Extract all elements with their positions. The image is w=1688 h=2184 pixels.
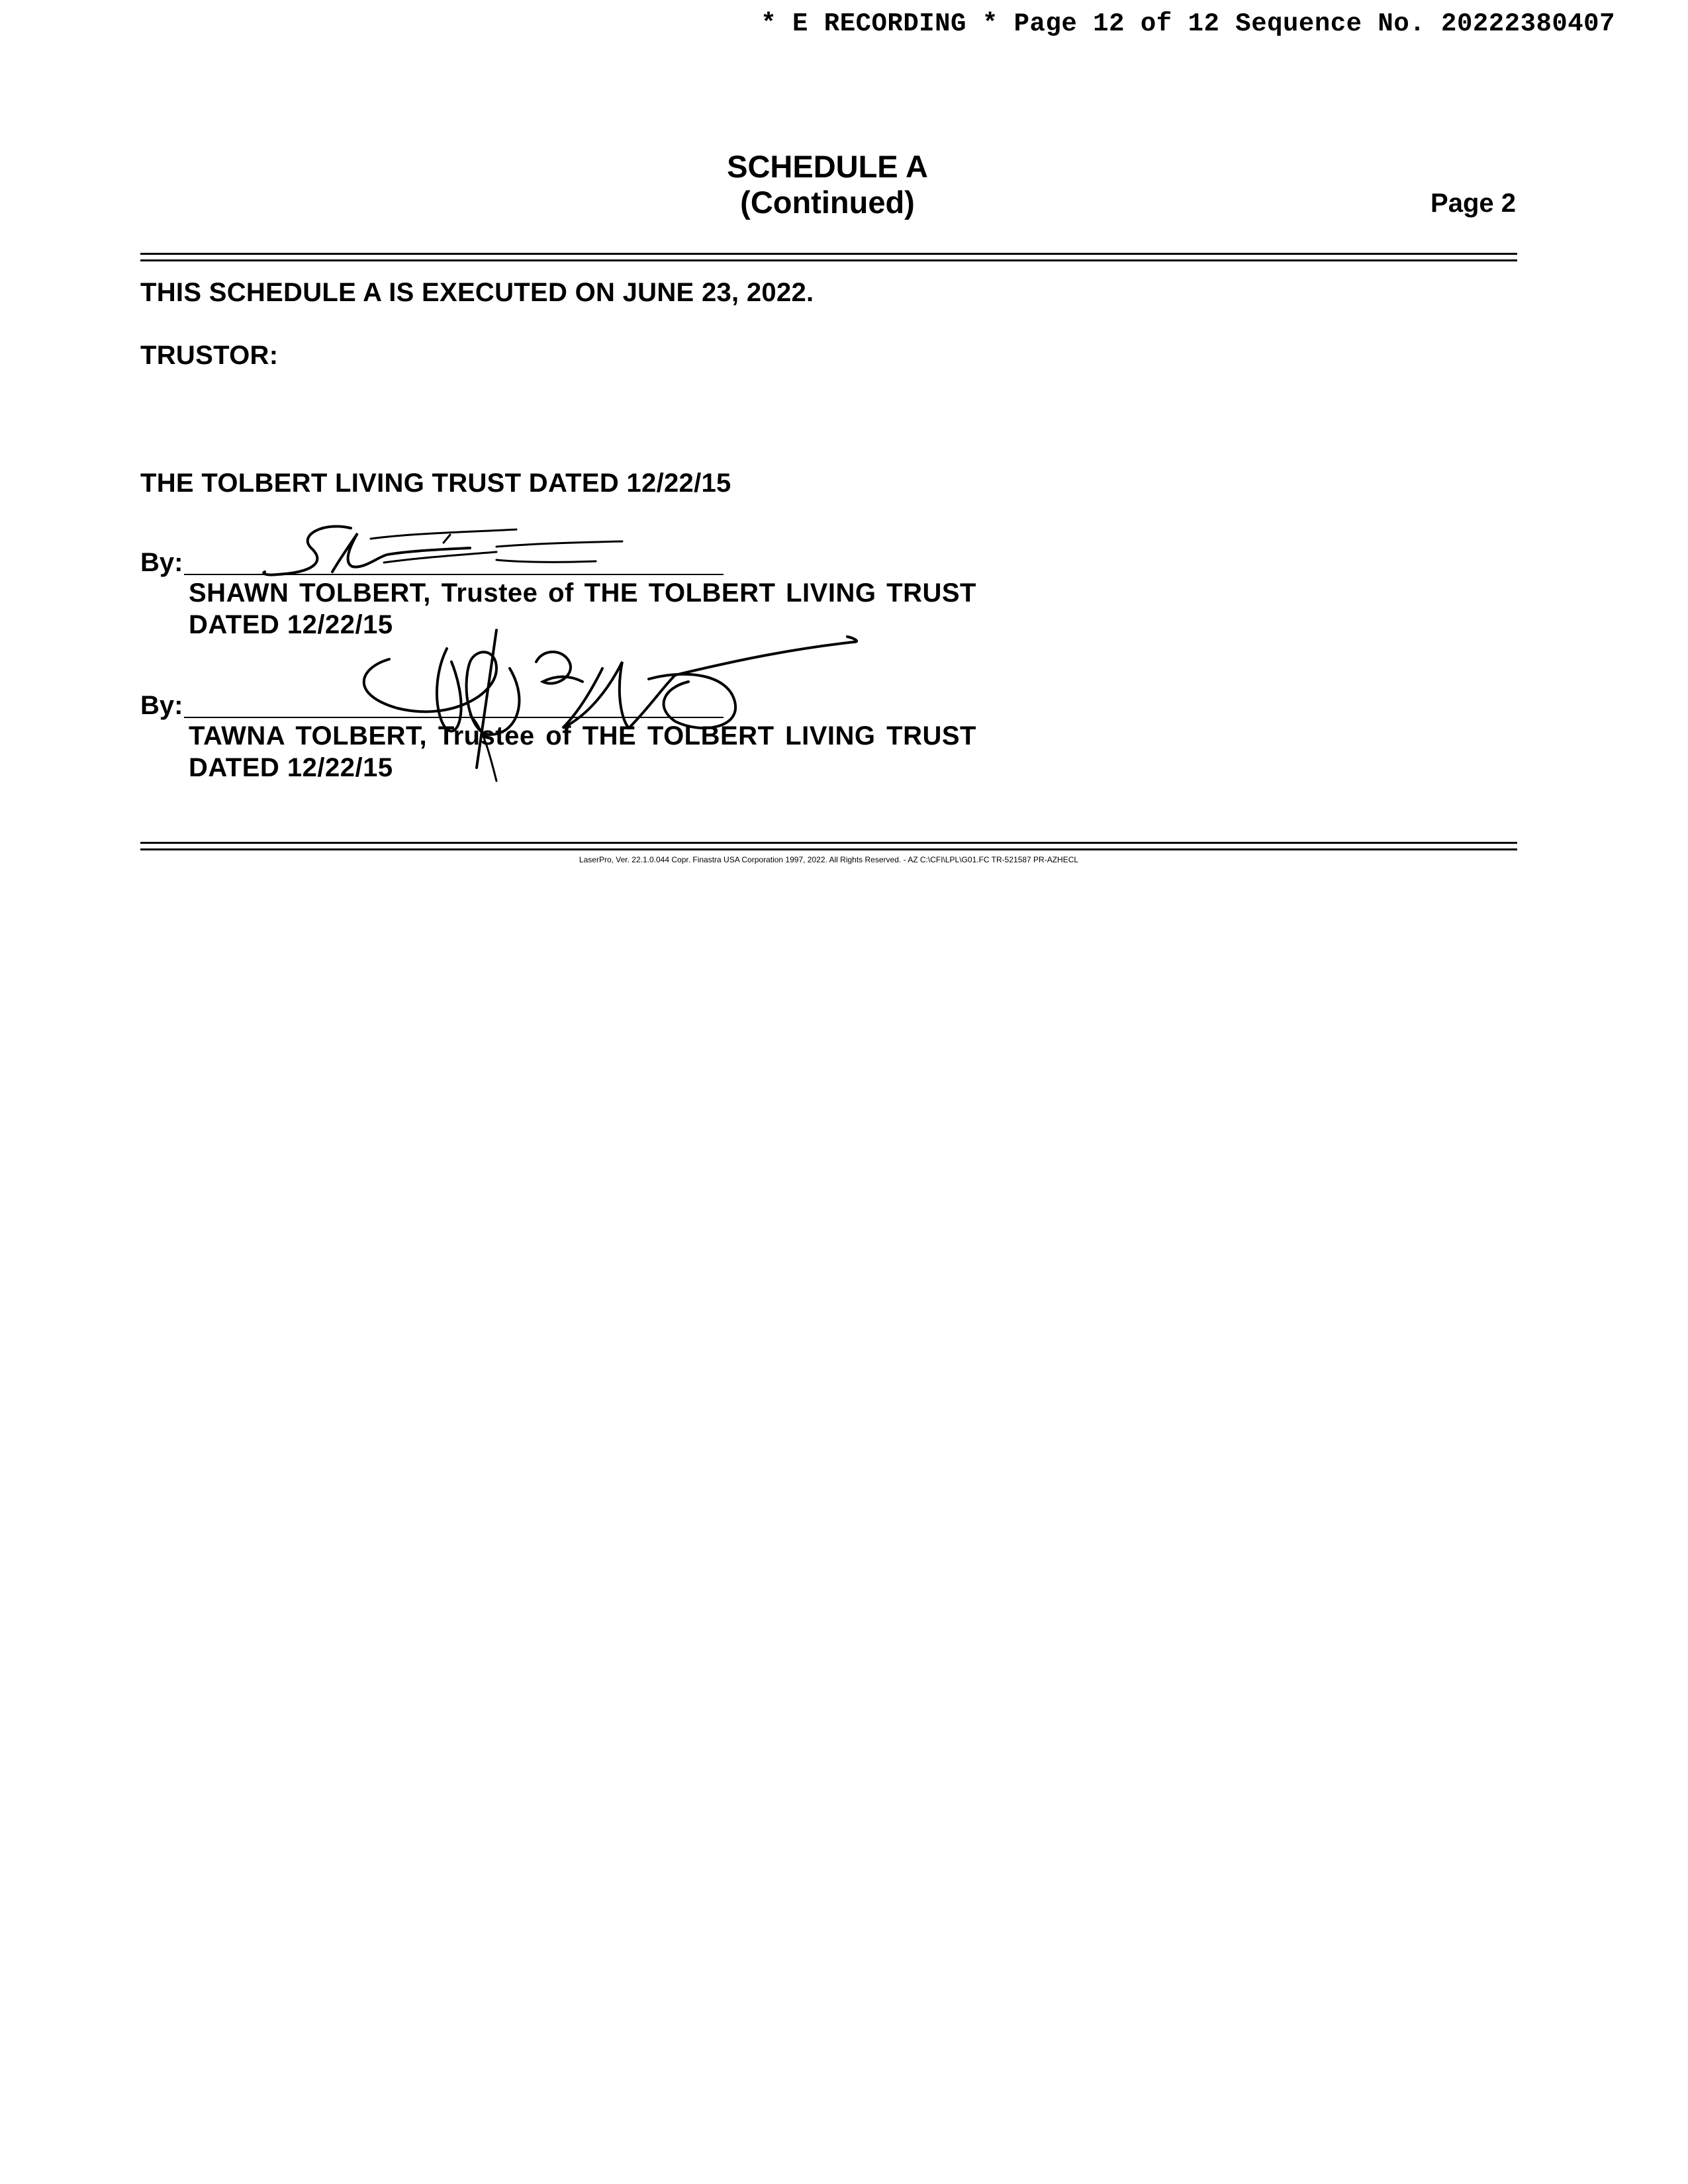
signer-2-by-label: By:	[140, 691, 183, 720]
top-divider-lower	[140, 259, 1517, 261]
recording-header: * E RECORDING * Page 12 of 12 Sequence No. 20222380407	[761, 9, 1615, 38]
bottom-divider-lower	[140, 848, 1517, 850]
schedule-title: SCHEDULE A	[727, 149, 928, 184]
executed-statement: THIS SCHEDULE A IS EXECUTED ON JUNE 23, 2022.	[140, 278, 814, 307]
signer-2-signature-line	[184, 717, 724, 718]
trust-name: THE TOLBERT LIVING TRUST DATED 12/22/15	[140, 469, 731, 498]
bottom-divider-upper	[140, 842, 1517, 844]
signer-1-by-label: By:	[140, 548, 183, 577]
signer-2-date-line: DATED 12/22/15	[189, 753, 393, 782]
trustor-label: TRUSTOR:	[140, 341, 279, 370]
signer-1-signature-line	[184, 574, 724, 575]
schedule-title-block	[695, 149, 960, 220]
top-divider-upper	[140, 253, 1517, 255]
signer-2-name-line: TAWNA TOLBERT, Trustee of THE TOLBERT LIVING TRUST	[189, 721, 976, 751]
schedule-subtitle: (Continued)	[740, 185, 915, 220]
page-number: Page 2	[1430, 189, 1516, 218]
signer-1-date-line: DATED 12/22/15	[189, 610, 393, 639]
laserpro-footer: LaserPro, Ver. 22.1.0.044 Copr. Finastra USA Corporation 1997, 2022. All Rights Reserved. - AZ C:\CFI\LPL\G01.FC TR-521587 PR-AZHECL	[579, 855, 1079, 864]
signer-1-name-line: SHAWN TOLBERT, Trustee of THE TOLBERT LIVING TRUST	[189, 578, 976, 608]
